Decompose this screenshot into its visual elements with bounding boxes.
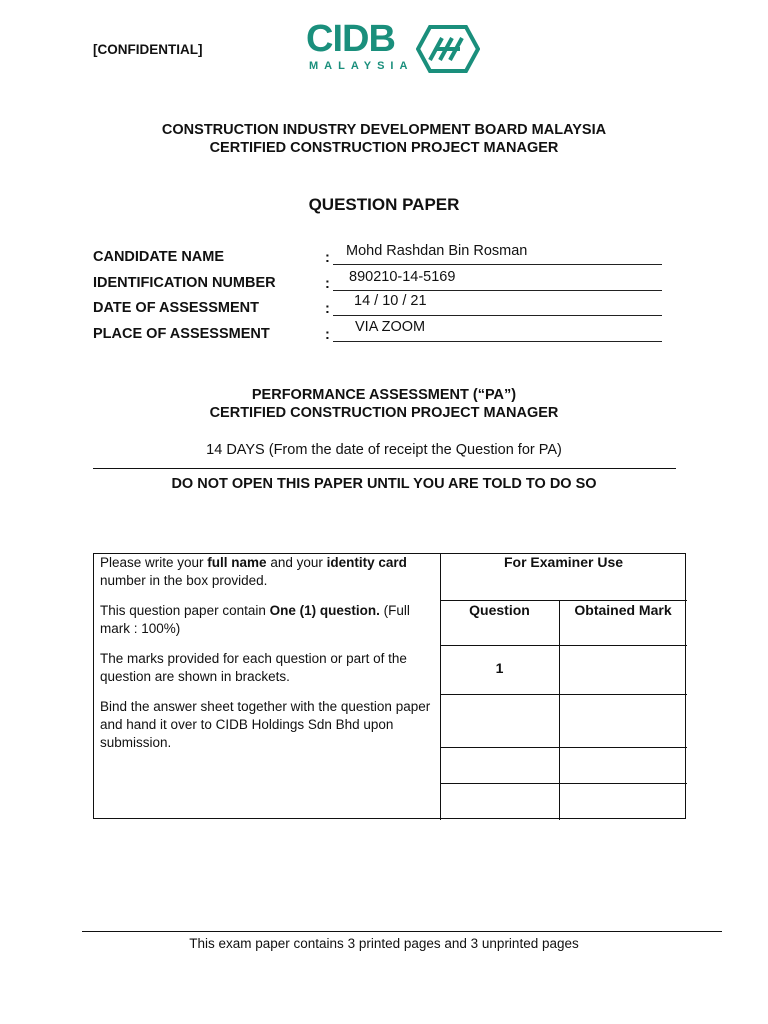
field-underline — [333, 264, 662, 265]
cidb-logo — [306, 18, 482, 76]
table-rule — [440, 694, 687, 695]
assessment-duration: 14 DAYS (From the date of receipt the Question for PA) — [206, 442, 562, 458]
assessment-program: CERTIFIED CONSTRUCTION PROJECT MANAGER — [209, 405, 559, 421]
table-rule — [440, 747, 687, 748]
instruction-2: This question paper contain One (1) question. (Full mark : 100%) — [100, 603, 410, 636]
footer-note: This exam paper contains 3 printed pages and 3 unprinted pages — [189, 936, 579, 951]
instruction-1: Please write your full name and your identity card number in the box provided. — [100, 555, 407, 588]
field-underline — [333, 341, 662, 342]
table-divider — [440, 554, 441, 820]
table-divider — [559, 600, 560, 820]
colon: : — [325, 327, 330, 343]
table-rule — [440, 600, 687, 601]
field-underline — [333, 315, 662, 316]
obtained-mark-column-header: Obtained Mark — [574, 602, 672, 618]
warning-text: DO NOT OPEN THIS PAPER UNTIL YOU ARE TOLD TO DO SO — [171, 476, 597, 492]
table-rule — [440, 645, 687, 646]
colon: : — [325, 276, 330, 292]
table-rule — [440, 783, 687, 784]
identification-number-label: IDENTIFICATION NUMBER — [93, 275, 276, 291]
instruction-4: Bind the answer sheet together with the question paper and hand it over to CIDB Holdings Sdn Bhd upon submission. — [100, 699, 431, 750]
candidate-name-label: CANDIDATE NAME — [93, 249, 225, 265]
date-of-assessment-label: DATE OF ASSESSMENT — [93, 300, 259, 316]
logo-subtext: MALAYSIA — [309, 60, 414, 72]
date-of-assessment-value: 14 / 10 / 21 — [354, 293, 427, 309]
instructions — [100, 554, 434, 764]
colon: : — [325, 301, 330, 317]
footer-divider — [82, 931, 722, 932]
board-title: CONSTRUCTION INDUSTRY DEVELOPMENT BOARD MALAYSIA — [161, 122, 607, 138]
candidate-name-value: Mohd Rashdan Bin Rosman — [346, 243, 528, 259]
place-of-assessment-value: VIA ZOOM — [355, 319, 426, 335]
question-number: 1 — [495, 660, 504, 676]
paper-title: QUESTION PAPER — [308, 195, 460, 214]
logo-text: CIDB — [306, 18, 395, 60]
identification-number-value: 890210-14-5169 — [349, 269, 456, 285]
program-title: CERTIFIED CONSTRUCTION PROJECT MANAGER — [209, 140, 559, 156]
confidential-label: [CONFIDENTIAL] — [93, 42, 203, 57]
assessment-title: PERFORMANCE ASSESSMENT (“PA”) — [251, 387, 517, 403]
section-divider — [93, 468, 676, 469]
cidb-emblem-icon — [416, 24, 480, 74]
field-underline — [333, 290, 662, 291]
instruction-3: The marks provided for each question or part of the question are shown in brackets. — [100, 651, 407, 684]
instruction-box — [93, 553, 686, 819]
question-column-header: Question — [469, 602, 530, 618]
colon: : — [325, 250, 330, 266]
examiner-use-title: For Examiner Use — [503, 554, 624, 570]
place-of-assessment-label: PLACE OF ASSESSMENT — [93, 326, 270, 342]
